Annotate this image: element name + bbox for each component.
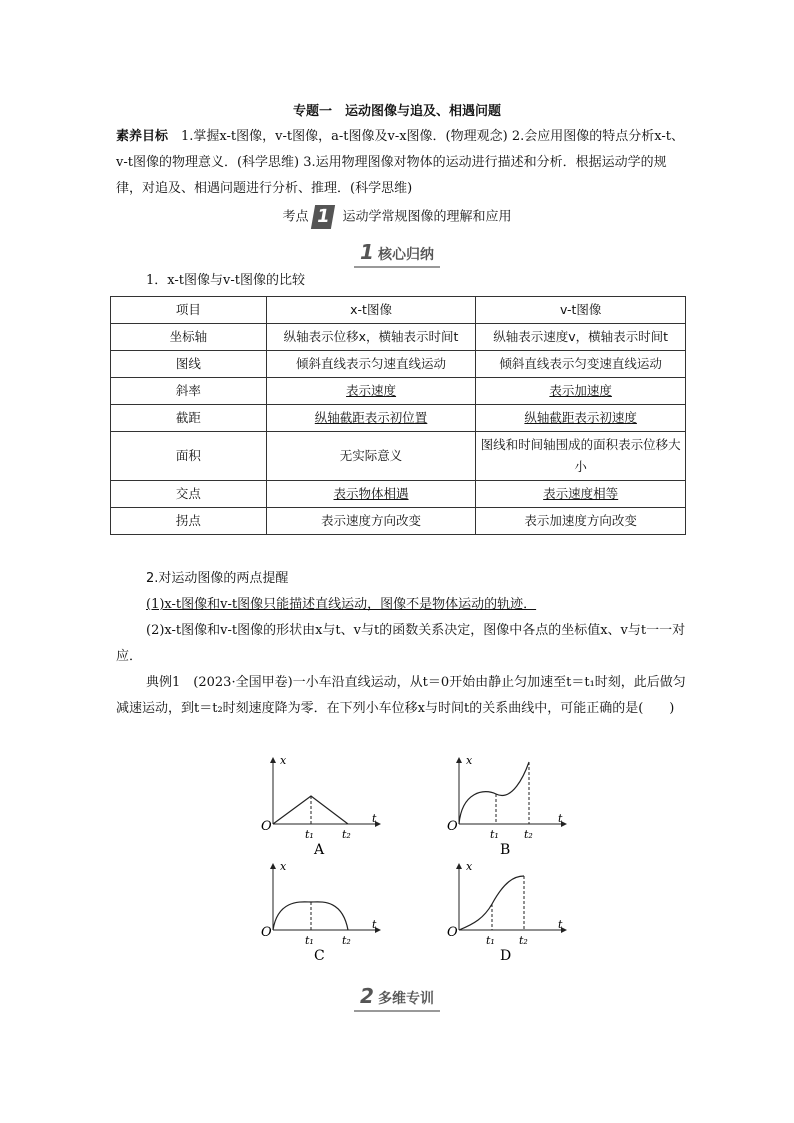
- x-axis-label: t: [558, 918, 563, 931]
- t2-label: t₂: [342, 934, 351, 947]
- row-name: 截距: [111, 405, 267, 432]
- xt-cell: 无实际意义: [266, 432, 476, 481]
- goals-text: 1.掌握x-t图像，v-t图像，a-t图像及v-x图像．(物理观念) 2.会应用图像的特点分析x-t、v-t图像的物理意义．(科学思维) 3.运用物理图像对物体的运动进行描述和分析．根据运动学的规律，对追及、相遇问题进行分析、推理．(科学思维): [116, 129, 684, 196]
- section-label: 多维专训: [377, 991, 434, 1007]
- t1-label: t₁: [305, 934, 314, 947]
- section-heading-practice: [0, 984, 794, 1012]
- table-row: [111, 432, 686, 481]
- y-axis-label: x: [280, 860, 287, 873]
- origin-label: O: [447, 925, 458, 940]
- table-header-row: [111, 297, 686, 324]
- table-row: [111, 378, 686, 405]
- t1-label: t₁: [490, 828, 499, 841]
- note-1: (1)x-t图像和v-t图像只能描述直线运动，图像不是物体运动的轨迹．: [146, 597, 537, 612]
- t1-label: t₁: [486, 934, 495, 947]
- y-axis-label: x: [466, 860, 473, 873]
- xt-cell: 表示速度: [346, 383, 397, 398]
- graph-b: [444, 752, 574, 858]
- x-axis-label: t: [372, 918, 377, 931]
- vt-cell: 图线和时间轴围成的面积表示位移大小: [476, 432, 686, 481]
- example-label: 典例1: [146, 675, 181, 690]
- example-paragraph: [116, 670, 686, 722]
- comparison-table: [110, 296, 686, 535]
- goals-label: 素养目标: [116, 129, 169, 144]
- origin-label: O: [447, 819, 458, 834]
- kaodian-number-badge: 1: [310, 205, 334, 229]
- vt-cell: 倾斜直线表示匀变速直线运动: [476, 351, 686, 378]
- xt-cell: 表示速度方向改变: [266, 508, 476, 535]
- section-heading-core: [0, 240, 794, 268]
- vt-cell: 表示加速度: [549, 383, 612, 398]
- table-header-cell: 项目: [111, 297, 267, 324]
- x-axis-label: t: [372, 812, 377, 825]
- row-name: 坐标轴: [111, 324, 267, 351]
- graph-a: [258, 752, 388, 858]
- example-text: (2023·全国甲卷)一小车沿直线运动，从t＝0开始由静止匀加速至t＝t₁时刻，此后做匀减速运动，到t＝t₂时刻速度降为零．在下列小车位移x与时间t的关系曲线中，可能正确的是( ): [116, 675, 686, 716]
- row-name: 图线: [111, 351, 267, 378]
- vt-cell: 表示加速度方向改变: [476, 508, 686, 535]
- table-row: [111, 351, 686, 378]
- goals-paragraph: [116, 124, 686, 202]
- item-2-heading: 2.对运动图像的两点提醒: [146, 571, 289, 586]
- kaodian-prefix: 考点: [282, 209, 309, 225]
- origin-label: O: [261, 819, 272, 834]
- y-axis-label: x: [280, 754, 287, 767]
- y-axis-label: x: [466, 754, 473, 767]
- graph-d: [444, 858, 574, 964]
- table-row: [111, 324, 686, 351]
- xt-cell: 表示物体相遇: [333, 486, 409, 501]
- section-number: 2: [360, 984, 374, 1008]
- row-name: 拐点: [111, 508, 267, 535]
- table-row: [111, 481, 686, 508]
- table-header-cell: v-t图像: [476, 297, 686, 324]
- option-letter: C: [314, 948, 325, 964]
- graph-c: [258, 858, 388, 964]
- vt-cell: 纵轴截距表示初速度: [524, 410, 637, 425]
- kaodian-title: 运动学常规图像的理解和应用: [342, 209, 512, 225]
- note-2: (2)x-t图像和v-t图像的形状由x与t、v与t的函数关系决定，图像中各点的坐标值x、v与t一一对应．: [116, 623, 686, 664]
- page-title: 专题一 运动图像与追及、相遇问题: [292, 104, 501, 119]
- t2-label: t₂: [524, 828, 533, 841]
- row-name: 交点: [111, 481, 267, 508]
- xt-cell: 纵轴截距表示初位置: [314, 410, 428, 425]
- t1-label: t₁: [305, 828, 314, 841]
- option-letter: D: [500, 948, 512, 964]
- vt-cell: 纵轴表示速度v，横轴表示时间t: [476, 324, 686, 351]
- section-label: 核心归纳: [377, 247, 434, 263]
- x-axis-label: t: [558, 812, 563, 825]
- t2-label: t₂: [519, 934, 528, 947]
- section-number: 1: [360, 240, 374, 264]
- xt-cell: 纵轴表示位移x，横轴表示时间t: [266, 324, 476, 351]
- item-1-heading: 1．x-t图像与v-t图像的比较: [146, 273, 305, 288]
- option-letter: A: [314, 842, 325, 858]
- option-letter: B: [500, 842, 511, 858]
- row-name: 面积: [111, 432, 267, 481]
- origin-label: O: [261, 925, 272, 940]
- vt-cell: 表示速度相等: [543, 486, 619, 501]
- t2-label: t₂: [342, 828, 351, 841]
- table-header-cell: x-t图像: [266, 297, 476, 324]
- table-row: [111, 405, 686, 432]
- table-row: [111, 508, 686, 535]
- kaodian-heading: [0, 205, 794, 229]
- xt-cell: 倾斜直线表示匀速直线运动: [266, 351, 476, 378]
- row-name: 斜率: [111, 378, 267, 405]
